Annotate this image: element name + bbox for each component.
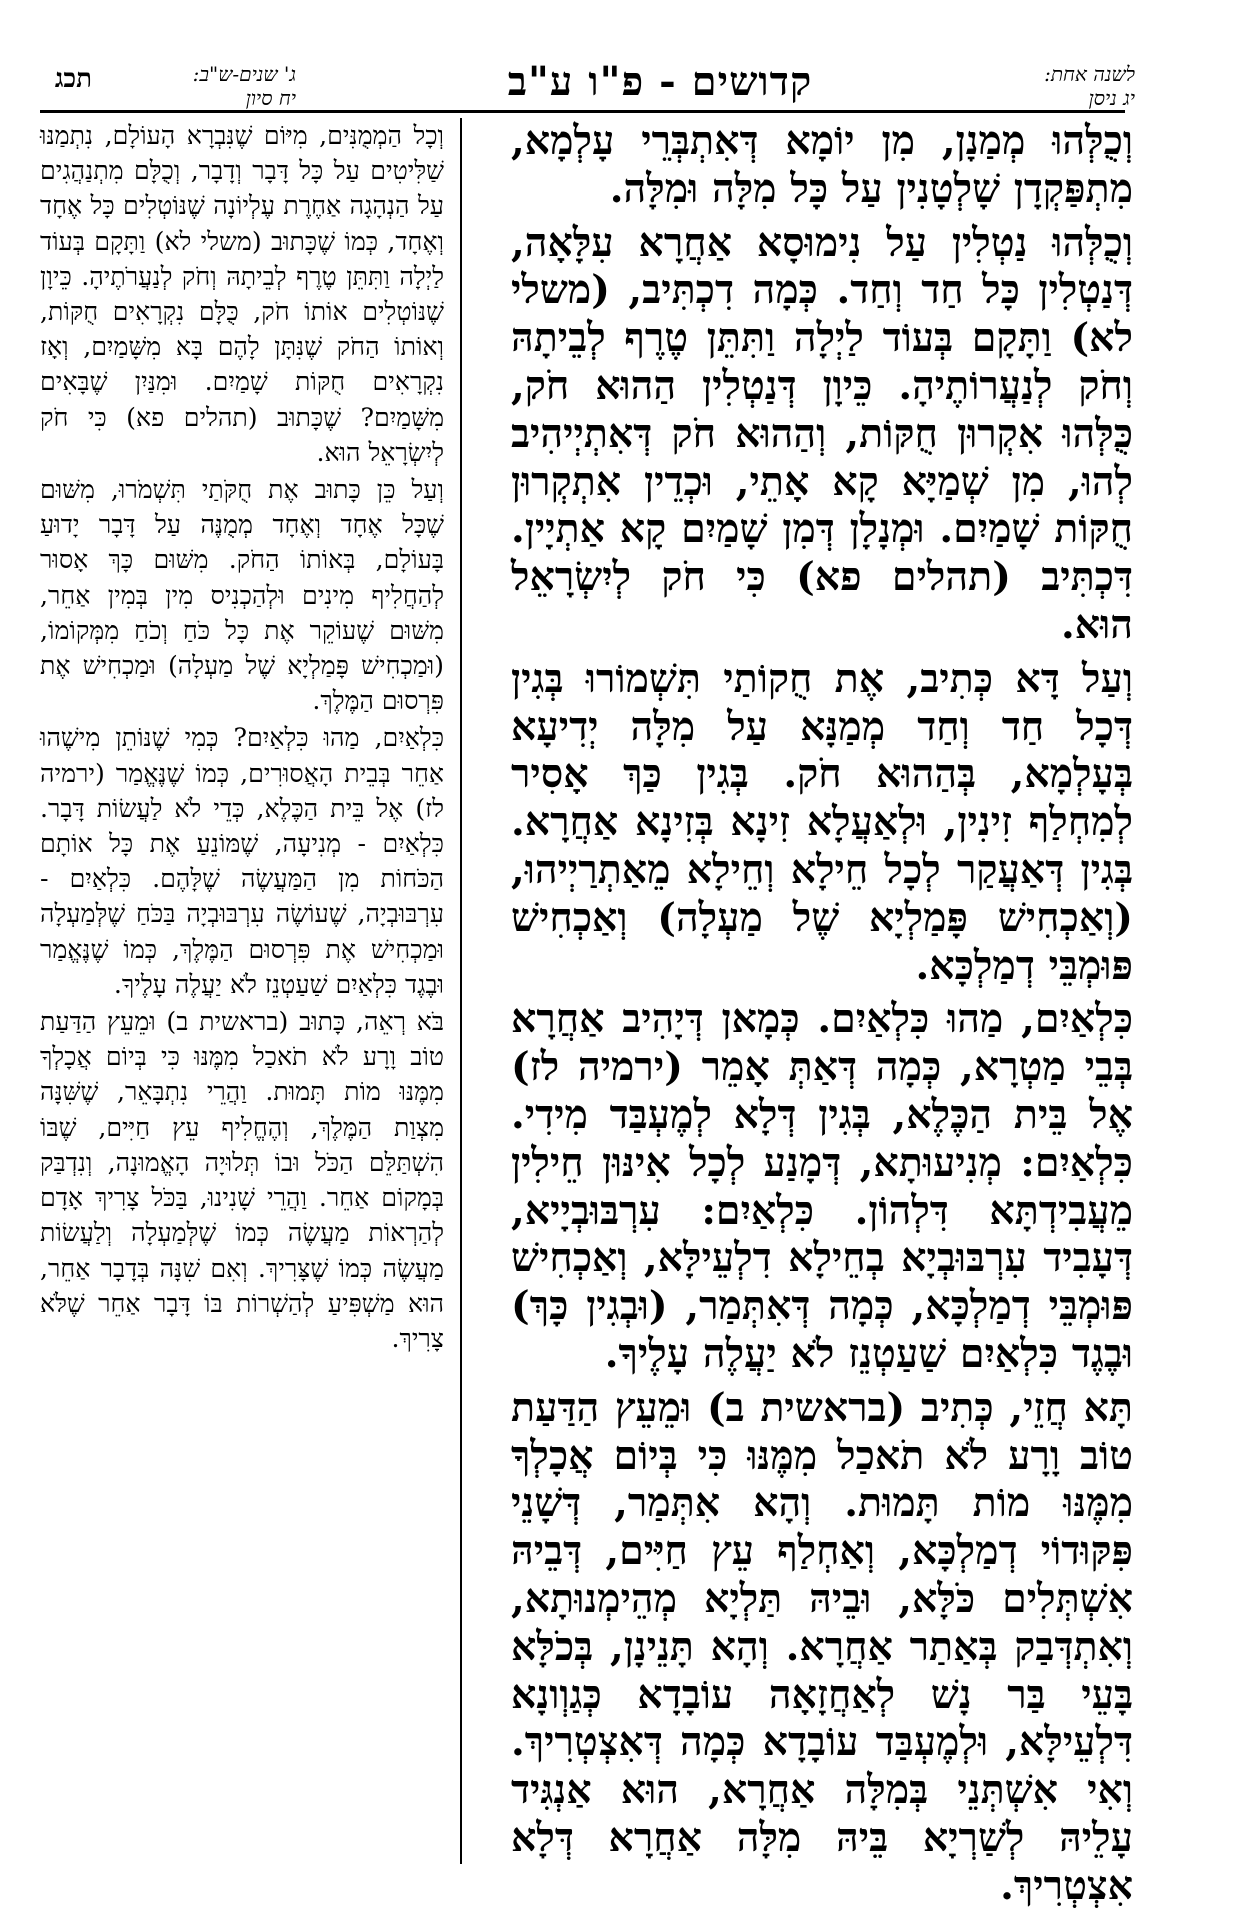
main-paragraph: וְכֻלְּהוּ נַטְלִין עַל נִימוּסָא אַחֲרָא עִלָּאָה, דְּנַטְלִין כָּל חַד וְחַד. כְּמָה דִכְתִּיב, (משלי לא) וַתָּקָם בְּעוֹד לַיְלָה וַתִּתֵּן טֶרֶף לְבֵיתָהּ וְחֹק לְנַעֲרוֹתֶיהָ. כֵּיוָן דְּנַטְלִין הַהוּא חֹק, כֻּלְּהוּ אִקְרוּן חֻקּוֹת, וְהַהוּא חֹק דְּאִתְיְיהִיב לְהוּ, מִן שְׁמַיָּא קָא אָתֵי, וּכְדֵין אִתְקְרוּן חֻקּוֹת שָׁמַיִם. וּמְנָלָן דְּמִן שָׁמַיִם קָא אַתְיָין. דִּכְתִּיב (תהלים פא) כִּי חֹק לְיִשְׂרָאֵל הוּא. bbox=[511, 219, 1133, 648]
main-paragraph: וְכֻלְּהוּ מְמַנָן, מִן יוֹמָא דְּאִתְבְּרֵי עָלְמָא, מִתְפַּקְדָן שָׁלְטָנִין עַל כָּל מִלָּה וּמִלָּה. bbox=[511, 118, 1133, 212]
main-paragraph: וְעַל דָּא כְּתִיב, אֶת חֻקוֹתַי תִּשְׁמוֹרוּ בְּגִין דְּכָל חַד וְחַד מְמַנָּא עַל מִלָּה יְדִיעָא בְּעָלְמָא, בְּהַהוּא חֹק. בְּגִין כַּךְ אָסִיר לְמִחְלַף זִינִין, וּלְאַעֲלָא זִינָא בְּזִינָא אַחֲרָא. בְּגִין דְּאַעֲקַר לְכָל חֵילָא וְחֵילָא מֵאַתְרַיְיהוּ, (וְאַכְחִישׁ פָּמַלְיָא שֶׁל מַעְלָה) וְאַכְחִישׁ פּוּמְבֵּי דְמַלְכָּא. bbox=[511, 655, 1133, 989]
page-number: תכג bbox=[54, 64, 92, 94]
page-title: קדושים - פ"ו ע"ב bbox=[507, 58, 813, 105]
side-paragraph: וְעַל כֵּן כָּתוּב אֶת חֻקֹּתַי תִּשְׁמֹרוּ, מִשּׁוּם שֶׁכָּל אֶחָד וְאֶחָד מְמֻנֶּה עַל דָּבָר יָדוּעַ בָּעוֹלָם, בְּאוֹתוֹ הַחֹק. מִשּׁוּם כָּךְ אָסוּר לְהַחֲלִיף מִינִים וּלְהַכְנִיס מִין בְּמִין אַחֵר, מִשּׁוּם שֶׁעוֹקֵר אֶת כָּל כֹּחַ וְכֹחַ מִמְּקוֹמוֹ, (וּמַכְחִישׁ פָּמַלְיָא שֶׁל מַעְלָה) וּמַכְחִישׁ אֶת פִּרְסוּם הַמֶּלֶךְ. bbox=[40, 475, 444, 716]
main-paragraph: תָּא חֲזֵי, כְּתִיב (בראשית ב) וּמֵעֵץ הַדַּעַת טוֹב וָרָע לֹא תֹאכַל מִמֶּנּוּ כִּי בְּיוֹם אֲכָלְךָ מִמֶּנּוּ מוֹת תָּמוּת. וְהָא אִתְּמַר, דְּשָׁנֵי פִּקּוּדוֹי דְמַלְכָּא, וְאַחְלַף עֵץ חַיִּים, דְּבֵיהּ אִשְׁתְּלִים כֹּלָּא, וּבֵיהּ תַּלְיָא מְהֵימְנוּתָא, וְאִתְדְּבַק בְּאַתַר אַחֲרָא. וְהָא תָּנֵינָן, בְּכֹלָּא בָּעֵי בַּר נָשׁ לְאַחֲזָאָה עוֹבָדָא כְּגַוְונָא דִּלְעֵילָּא, וּלְמֶעְבַּד עוֹבָדָא כְּמָה דְּאִצְטְרִיךְ. וְאִי אִשְׁתְּנֵי בְּמִלָּה אַחֲרָא, הוּא אַנְגִּיד עָלֵיהּ לְשַׁרְיָא בֵּיהּ מִלָּה אַחֲרָא דְּלָא אִצְטְרִיךְ. bbox=[511, 1384, 1133, 1909]
column-divider bbox=[460, 118, 462, 1864]
header-right bbox=[945, 62, 1135, 112]
side-paragraph: וְכָל הַמְמֻנִּים, מִיּוֹם שֶׁנִּבְרָא הָעוֹלָם, נִתְמַנּוּ שַׁלִּיטִים עַל כָּל דָּבָר וְדָבָר, וְכֻלָּם מִתְנַהֲגִים עַל הַנְהָגָה אַחֶרֶת עֶלְיוֹנָה שֶׁנּוֹטְלִים כָּל אֶחָד וְאֶחָד, כְּמוֹ שֶׁכָּתוּב (משלי לא) וַתָּקָם בְּעוֹד לַיְלָה וַתִּתֵּן טֶרֶף לְבֵיתָהּ וְחֹק לְנַעֲרֹתֶיהָ. כֵּיוָן שֶׁנּוֹטְלִים אוֹתוֹ חֹק, כֻּלָּם נִקְרָאִים חֻקּוֹת, וְאוֹתוֹ הַחֹק שֶׁנִּתָּן לָהֶם בָּא מִשָּׁמַיִם, וְאָז נִקְרָאִים חֻקּוֹת שָׁמַיִם. וּמִנַּיִן שֶׁבָּאִים מִשָּׁמַיִם? שֶׁכָּתוּב (תהלים פא) כִּי חֹק לְיִשְׂרָאֵל הוּא. bbox=[40, 121, 444, 467]
side-paragraph: כִּלְאַיִם, מַהוּ כִּלְאַיִם? כְּמִי שֶׁנּוֹתֵן מִישֶׁהוּ אַחֵר בְּבֵית הָאֲסוּרִים, כְּמוֹ שֶׁנֶּאֱמַר (ירמיה לז) אֶל בֵּית הַכֶּלֶא, כְּדֵי לֹא לַעֲשׂוֹת דָּבָר. כִּלְאַיִם - מְנִיעָה, שֶׁמּוֹנֵעַ אֶת כָּל אוֹתָם הַכֹּחוֹת מִן הַמַּעֲשֶׂה שֶׁלָּהֶם. כִּלְאַיִם - עִרְבּוּבְיָה, שֶׁעוֹשֶׂה עִרְבּוּבְיָה בַּכֹּחַ שֶׁלְּמַעְלָה וּמַכְחִישׁ אֶת פִּרְסוּם הַמֶּלֶךְ, כְּמוֹ שֶׁנֶּאֱמַר וּבֶגֶד כִּלְאַיִם שַׁעַטְנֵז לֹא יַעֲלֶה עָלֶיךָ. bbox=[40, 723, 444, 999]
header-left-line2: יח סיון bbox=[245, 86, 296, 110]
side-column bbox=[40, 118, 444, 1864]
header-left-line1: ג' שנים-ש"ב: bbox=[192, 62, 296, 86]
main-paragraph: כִּלְאַיִם, מַהוּ כִּלְאַיִם. כְּמָאן דְּיָהִיב אַחֲרָא בְּבֵי מַטְרָא, כְּמָה דְּאַתְּ אָמֵר (ירמיה לז) אֶל בֵּית הַכֶּלֶא, בְּגִין דְּלָא לְמֶעְבַּד מִידִי. כִּלְאַיִם: מְנִיעוּתָא, דְּמָנַע לְכָל אִינּוּן חֵילִין מֵעֲבִידְתָּא דִּלְהוֹן. כִּלְאַיִם: עִרְבּוּבְיָיא, דְּעָבִיד עִרְבּוּבְיָא בְחֵילָא דִלְעֵילָּא, וְאַכְחִישׁ פּוּמְבֵּי דְמַלְכָּא, כְּמָה דְּאִתְּמַר, (וּבְגִין כָּךְ) וּבֶגֶד כִּלְאַיִם שַׁעַטְנֵז לֹא יַעֲלֶה עָלֶיךָ. bbox=[511, 996, 1133, 1377]
header-right-line1: לשנה אחת: bbox=[1044, 62, 1135, 86]
side-paragraph: בֹּא רְאֵה, כָּתוּב (בראשית ב) וּמֵעֵץ הַדַּעַת טוֹב וָרָע לֹא תֹאכַל מִמֶּנּוּ כִּי בְּיוֹם אֲכָלְךָ מִמֶּנּוּ מוֹת תָּמוּת. וַהֲרֵי נִתְבָּאֵר, שֶׁשִּׁנָּה מִצְוַת הַמֶּלֶךְ, וְהֶחֱלִיף עֵץ חַיִּים, שֶׁבּוֹ הִשְׁתַּלֵּם הַכֹּל וּבוֹ תְּלוּיָה הָאֱמוּנָה, וְנִדְבַּק בְּמָקוֹם אַחֵר. וַהֲרֵי שָׁנִינוּ, בַּכֹּל צָרִיךְ אָדָם לְהַרְאוֹת מַעֲשֶׂה כְּמוֹ שֶׁלְּמַעְלָה וְלַעֲשׂוֹת מַעֲשֶׂה כְּמוֹ שֶׁצָּרִיךְ. וְאִם שִׁנָּה בְּדָבָר אַחֵר, הוּא מַשְׁפִּיעַ לְהַשְׁרוֹת בּוֹ דָּבָר אַחֵר שֶׁלֹּא צָרִיךְ. bbox=[40, 1007, 444, 1353]
main-column bbox=[511, 118, 1133, 1909]
header-rule bbox=[40, 110, 1125, 113]
header-right-line2: יג ניסן bbox=[1088, 86, 1135, 110]
header-left bbox=[96, 62, 296, 112]
